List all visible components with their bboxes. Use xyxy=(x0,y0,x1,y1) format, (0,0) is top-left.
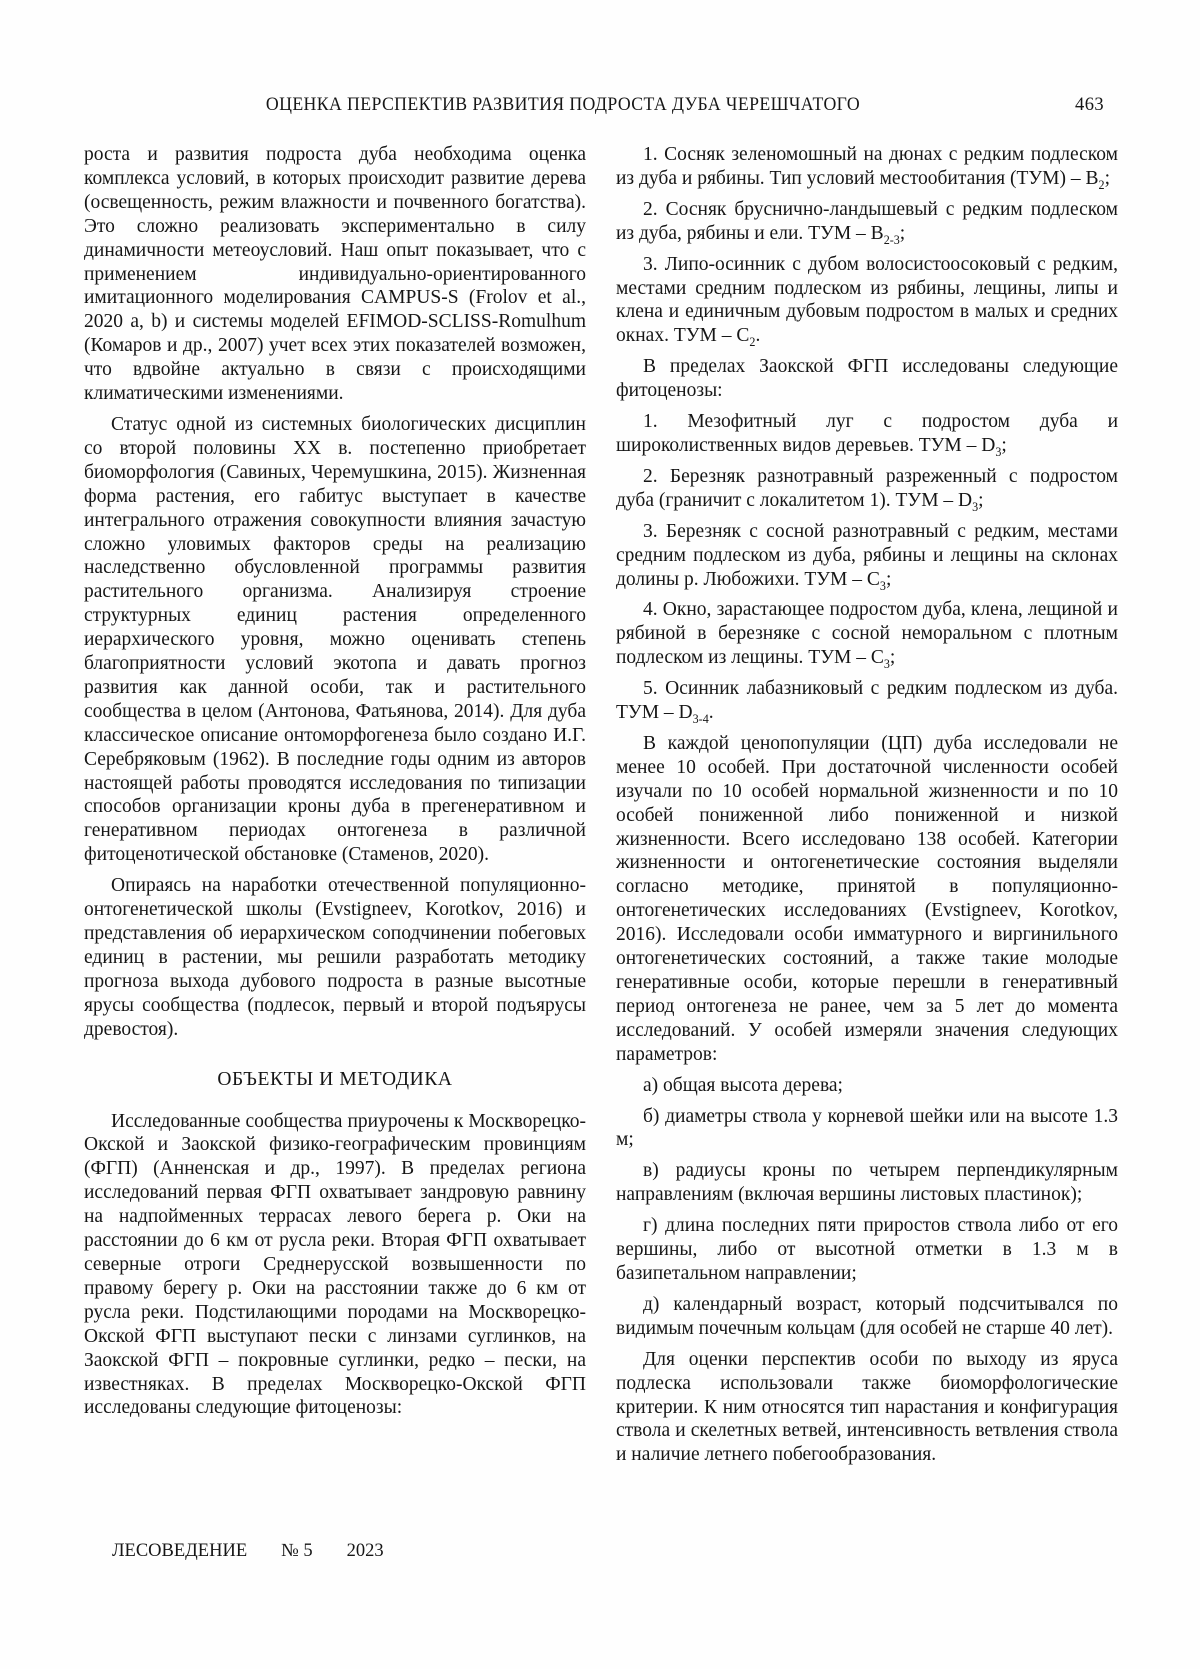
paragraph: д) календарный возраст, который подсчитывался по видимым почечным кольцам (для особей не старше 40 лет). xyxy=(616,1293,1118,1339)
paragraph: 1. Сосняк зеленомошный на дюнах с редким подлеском из дуба и рябины. Тип условий местообитания $(ТУМ) - В_2$; xyxy=(616,144,1118,192)
paragraph: г) длина последних пяти приростов ствола либо от его вершины, либо от высотной отметки в 1.3 м в базипетальном направлении; xyxy=(616,1215,1118,1284)
right-column xyxy=(616,143,1118,1474)
issue-year: 2023 xyxy=(346,1541,384,1561)
two-column-body xyxy=(84,143,1118,1474)
paragraph: а) общая высота дерева; xyxy=(643,1074,843,1096)
paragraph: Для оценки перспектив особи по выходу из яруса подлеска использовали также биоморфологические критерии. К ним относятся тип нарастания и конфигурация ствола и скелетных ветвей, интенсивность ветвления ствола и наличие летнего побегообразования. xyxy=(616,1348,1118,1466)
paragraph: 3. Березняк с сосной разнотравный с редким, местами средним подлеском из дуба, рябины и лещины на склонах долины р. Любожихи. ТУМ – $С_3$; xyxy=(616,520,1118,593)
paragraph: Статус одной из системных биологических дисциплин со второй половины XX в. постепенно приобретает биоморфология (Савиных, Черемушкина, 2015). Жизненная форма растения, его габитус выступает в качестве интегрального отражения совокупности влияния зачастую сложно уловимых факторов среды на реализацию наследственно обусловленной программы развития растительного организма. Анализируя строение структурных единиц растения определенного иерархического уровня, можно оценивать степень благоприятности условий экотопа и давать прогноз развития как данной особи, так и растительного сообщества в целом (Антонова, Фатьянова, 2014). Для дуба классическое описание онтоморфогенеза было создано И.Г. Серебряковым (1962). В последние годы одним из авторов настоящей работы проводятся исследования по типизации способов организации кроны дуба в прегенеративном и генеративном периодах онтогенеза в различной фитоценотической обстановке (Стаменов, 2020). xyxy=(84,413,586,866)
paragraph: В каждой ценопопуляции (ЦП) дуба исследовали не менее 10 особей. При достаточной численности особей изучали по 10 особей нормальной жизненности и по 10 особей пониженной либо пониженной и низкой жизненности. Всего исследовано 138 особей. Категории жизненности и онтогенетические состояния выделяли согласно методике, принятой в популяционно-онтогенетических исследованиях (Evstigneev, Korotkov, 2016). Исследовали особи имматурного и виргинильного онтогенетических состояний, а также такие молодые генеративные особи, которые перешли в генеративный период онтогенеза не ранее, чем за 5 лет до момента исследований. У особей измеряли значения следующих параметров: xyxy=(616,732,1118,1065)
left-column xyxy=(84,143,586,1474)
journal-imprint xyxy=(112,1541,384,1562)
paragraph: 5. Осинник лабазниковый с редким подлеском из дуба. ТУМ – $D_{3-4}$. xyxy=(616,678,1118,726)
running-title: ОЦЕНКА ПЕРСПЕКТИВ РАЗВИТИЯ ПОДРОСТА ДУБА ЧЕРЕШЧАТОГО xyxy=(265,95,861,115)
paragraph: в) радиусы кроны по четырем перпендикулярным направлениям (включая вершины листовых пластинок); xyxy=(616,1160,1118,1206)
paragraph: 2. Сосняк бруснично-ландышевый с редким подлеском из дуба, рябины и ели. ТУМ – $В_{2-3}$; xyxy=(616,198,1118,247)
journal-name: ЛЕСОВЕДЕНИЕ xyxy=(112,1541,248,1561)
paragraph: 3. Липо-осинник с дубом волосистоосоковый с редким, местами средним подлеском из рябины, лещины, липы и клена и единичным дубовым подростом в малых и средних окнах. ТУМ – $С_2$. xyxy=(616,253,1118,350)
running-head xyxy=(84,95,1118,121)
paragraph: Исследованные сообщества приурочены к Москворецко-Окской и Заокской физико-географическим провинциям (ФГП) (Анненская и др., 1997). В пределах региона исследований первая ФГП охватывает зандровую равнину на надпойменных террасах левого берега р. Оки на расстоянии до 6 км от русла реки. Вторая ФГП охватывает северные отроги Среднерусской возвышенности по правому берегу р. Оки на расстоянии также до 6 км от русла реки. Подстилающими породами на Москворецко-Окской ФГП выступают пески с линзами суглинков, на Заокской ФГП – покровные суглинки, редко – пески, на известняках. В пределах Москворецко-Окской ФГП исследованы следующие фитоценозы: xyxy=(84,1110,586,1419)
paragraph: 1. Мезофитный луг с подростом дуба и широколиственных видов деревьев. ТУМ – $D_3$; xyxy=(616,411,1118,459)
page-number: 463 xyxy=(1075,95,1104,115)
paragraph: В пределах Заокской ФГП исследованы следующие фитоценозы: xyxy=(616,356,1118,402)
paragraph: 4. Окно, зарастающее подростом дуба, клена, лещиной и рябиной в березняке с сосной неморальном с плотным подлеском из лещины. ТУМ – $С_3$; xyxy=(616,599,1118,672)
paragraph: б) диаметры ствола у корневой шейки или на высоте 1.3 м; xyxy=(616,1105,1118,1151)
paragraph: 2. Березняк разнотравный разреженный с подростом дуба (граничит с локалитетом 1). ТУМ – $D_3$; xyxy=(616,465,1118,514)
paragraph: Опираясь на наработки отечественной популяционно-онтогенетической школы (Evstigneev, Korotkov, 2016) и представления об иерархическом соподчинении побеговых единиц в растении, мы решили разработать методику прогноза выхода дубового подроста в разные высотные ярусы сообщества (подлесок, первый и второй подъярусы древостоя). xyxy=(84,875,586,1040)
paragraph: роста и развития подроста дуба необходима оценка комплекса условий, в которых происходит развитие дерева (освещенность, режим влажности и почвенного богатства). Это сложно реализовать экспериментально в силу динамичности метеоусловий. Наш опыт показывает, что с применением индивидуально-ориентированного имитационного моделирования CAMPUS-S (Frolov et al., 2020 a, b) и системы моделей EFIMOD-SCLISS-Romulhum (Комаров и др., 2007) учет всех этих показателей возможен, что вдвойне актуально в связи с происходящими климатическими изменениями. xyxy=(84,144,586,405)
issue-number: № 5 xyxy=(281,1541,313,1561)
section-heading: ОБЪЕКТЫ И МЕТОДИКА xyxy=(217,1068,453,1090)
